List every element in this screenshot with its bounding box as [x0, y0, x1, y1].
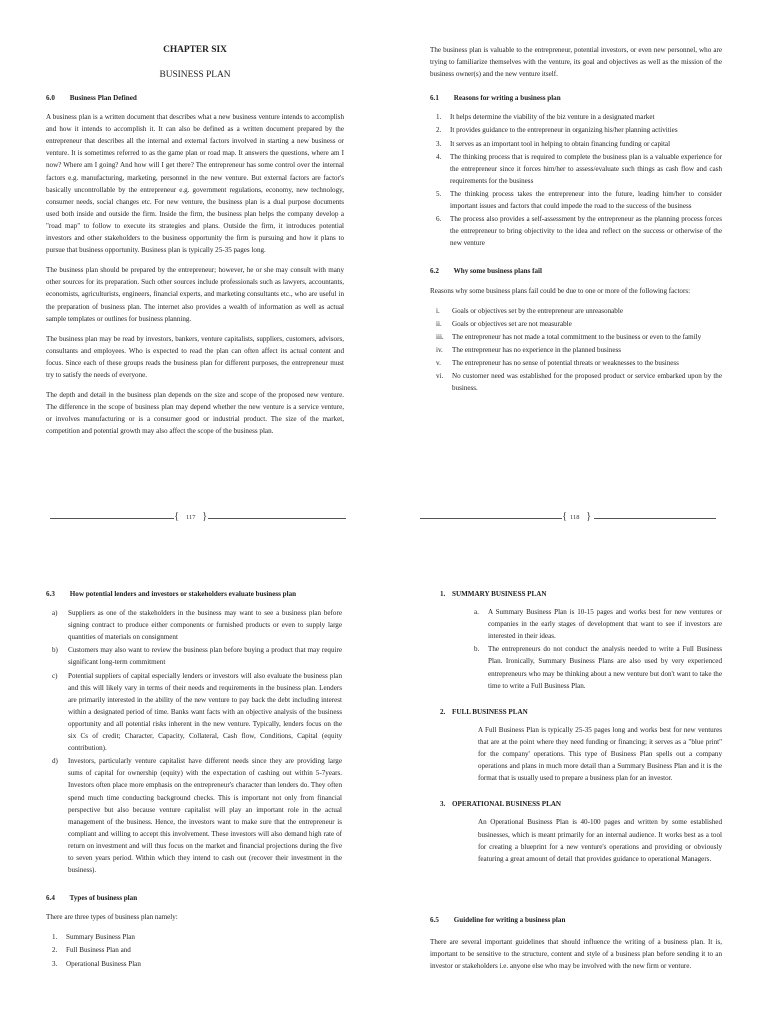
section-title: How potential lenders and investors or stakeholders evaluate business plan	[69, 590, 297, 598]
stakeholder-list	[46, 607, 342, 876]
page-bracket-right: }	[586, 510, 592, 522]
list-item: 3. It serves as an important tool in helping to obtain financing funding or capital	[436, 139, 671, 148]
section-number: 6.1	[430, 94, 439, 103]
list-item: 4. The thinking process that is required to complete the business plan is a valuable experience for the entrepreneur since it forces him/her to assess/evaluate such things as cash flow and cash requirements for the business	[436, 152, 722, 185]
paragraph: There are three types of business plan namely:	[46, 913, 178, 922]
operational-plan-body: An Operational Business Plan is 40-100 pages and written by some established businesses, which is meant primarily for an internal audience. It works best as a tool for creating a blueprint for a new venture's operations and providing or obviously featuring a great amount of detail that provides guidance to operational Managers.	[478, 818, 722, 863]
section-title: Types of business plan	[69, 894, 138, 903]
section-heading-6-4	[46, 892, 342, 904]
page-bracket-right: }	[202, 510, 208, 522]
page-117-column	[46, 44, 344, 445]
page-120-guideline	[430, 914, 722, 980]
list-item: i. Goals or objectives set by the entrepreneur are unreasonable	[436, 306, 623, 315]
list-item: iv. The entrepreneur has no experience in the planned business	[436, 345, 622, 354]
section-title: Reasons for writing a business plan	[453, 94, 561, 103]
list-item: 5. The thinking process takes the entrepreneur into the future, leading him/her to consider important issues and factors that could impede the road to the success of the business	[436, 189, 722, 211]
list-item: a) Suppliers as one of the stakeholders in the business may want to see a business plan before signing contract to produce either components or furnished products or even to supply large quantities of materials on consignment	[52, 609, 342, 642]
types-list	[46, 931, 342, 969]
list-item: d) Investors, particularly venture capitalist have different needs since they are providing large sums of capital for ownership (equity) with the expectation of cashing out within 5-7years. Investors often place more emphasis on the entrepreneur's character than lenders do. They often spend much time conducting background checks. This is important not only from financial perspective but also because venture capitalist will play an important role in the actual management of the business. Hence, the investors want to make sure that the entrepreneur is compliant and willing to accept this involvement. These investors will also demand high rate of return on investment and will thus focus on the market and financial projections during the five to seven years period. Within which they intend to cash out (recover their investment in the business).	[52, 757, 342, 875]
page-118-column	[430, 44, 722, 402]
paragraph: Reasons why some business plans fail could be due to one or more of the following factors:	[430, 286, 691, 295]
footer-rule	[594, 518, 716, 519]
list-item: vi. No customer need was established for the proposed product or service embarked upon by the business.	[436, 372, 722, 393]
list-item: 3. Operational Business Plan	[52, 959, 141, 968]
paragraph: The depth and detail in the business plan depends on the size and scope of the proposed new venture. The difference in the scope of business plan may depend whether the new venture is a service venture, or involves manufacturing or is a consumer good or industrial product. The size of the market, competition and potential growth may also affect the scope of the business plan.	[46, 391, 344, 436]
list-item: 6. The process also provides a self-assessment by the entrepreneur as the planning process forces the entrepreneur to bring objectivity to the idea and reflect on the success or otherwise of the new venture	[436, 215, 722, 248]
footer-rule	[420, 518, 562, 519]
chapter-title: CHAPTER SIX	[163, 45, 227, 55]
section-number: 6.4	[46, 894, 55, 903]
list-item: b) Customers may also want to review the business plan before buying a product that may require significant long-term commitment	[52, 646, 342, 667]
paragraph: There are several important guidelines that should influence the writing of a business plan. It is, important to be sensitive to the structure, content and style of a business plan before sending it to an investor or stakeholders i.e. anyone else who may be involved with the new firm or venture.	[430, 938, 722, 971]
operational-plan-heading: 3. OPERATIONAL BUSINESS PLAN	[440, 800, 562, 809]
reasons-list	[430, 111, 722, 249]
footer-rule	[50, 518, 174, 519]
paragraph: The business plan is valuable to the entrepreneur, potential investors, or even new personnel, who are trying to familiarize themselves with the venture, its goal and objectives as well as the mission of the business owner(s) and the new venture itself.	[430, 46, 722, 79]
section-title: Business Plan Defined	[69, 94, 137, 102]
list-item: a. A Summary Business Plan is 10-15 pages and works best for new ventures or companies in the early stages of development that want to see if investors are interested in their ideas.	[474, 608, 722, 641]
section-number: 6.2	[430, 267, 439, 276]
page-bracket-left: {	[562, 510, 568, 522]
page-number: 118	[570, 514, 580, 521]
summary-plan-list	[440, 606, 722, 692]
list-item: b. The entrepreneurs do not conduct the analysis needed to write a Full Business Plan. Ironically, Summary Business Plans are also used by very experienced entrepreneurs who may be thinking about a new venture but don't want to take the time to write a Full Business Plan.	[474, 645, 722, 690]
chapter-subtitle: BUSINESS PLAN	[159, 70, 231, 80]
full-plan-heading: 2. FULL BUSINESS PLAN	[440, 707, 528, 716]
paragraph: The business plan may be read by investors, bankers, venture capitalists, suppliers, customers, advisors, consultants and employees. Who is expected to read the plan can often affect its actual content and focus. Since each of these groups reads the business plan for different purposes, the entrepreneur must try to satisfy the needs of everyone.	[46, 334, 344, 379]
list-item: 1. Summary Business Plan	[52, 933, 135, 942]
page-bracket-left: {	[174, 510, 180, 522]
section-number: 6.5	[430, 916, 439, 924]
section-heading-6-1	[430, 92, 722, 104]
section-heading-6-2	[430, 265, 722, 277]
summary-plan-heading: 1. SUMMARY BUSINESS PLAN	[440, 590, 547, 598]
list-item: ii. Goals or objectives set are not measurable	[436, 319, 572, 328]
paragraph: The business plan should be prepared by the entrepreneur; however, he or she may consult with many other sources for its preparation. Such other sources include professionals such as lawyers, accountants, economists, agriculturists, engineers, financial experts, and marketing consultants etc., who are useful in the preparation of business plan. The internet also provides a wealth of information as well as actual sample templates or outlines for business planning.	[46, 266, 344, 323]
list-item: 2. Full Business Plan and	[52, 946, 131, 955]
list-item: 2. It provides guidance to the entrepreneur in organizing his/her planning activities	[436, 126, 678, 135]
list-item: c) Potential suppliers of capital especially lenders or investors will also evaluate the business plan and this will likely vary in terms of their needs and requirements in the business plan. Lenders are primarily interested in the ability of the new venture to pay back the debt including interest within a designated period of time. Banks want facts with an objective analysis of the business opportunity and all potential risks inherent in the new venture. Typically, lenders focus on the six Cs of credit; Character, Capacity, Collateral, Cash flow, Conditions, Capital (equity contribution).	[52, 671, 342, 753]
section-number: 6.3	[46, 590, 55, 598]
section-title: Guideline for writing a business plan	[453, 916, 566, 924]
page-120-column	[440, 588, 722, 875]
fail-reasons-list	[430, 305, 722, 395]
section-heading-6-3	[46, 588, 342, 600]
footer-rule	[208, 518, 346, 519]
list-item: 1. It helps determine the viability of the biz venture in a designated market	[436, 113, 655, 122]
section-heading-6-0	[46, 92, 344, 104]
list-item: v. The entrepreneur has no sense of potential threats or weaknesses to the business	[436, 358, 679, 367]
section-title: Why some business plans fail	[453, 267, 542, 276]
page-number: 117	[186, 514, 196, 521]
full-plan-body: A Full Business Plan is typically 25-35 pages long and works best for new ventures that are at the point where they need funding or financing; it serves as a "blue print" for the company' operations. This type of Business Plan spells out a company operations and plans in much more detail than a Summary Business Plan and it is the format that is usually used to prepare a business plan for an investor.	[478, 725, 722, 783]
page-119-column	[46, 588, 342, 978]
list-item: iii. The entrepreneur has not made a total commitment to the business or even to the family	[436, 332, 702, 341]
paragraph: A business plan is a written document that describes what a new business venture intends to accomplish and how it intends to accomplish it. It can also be defined as a written document prepared by the entrepreneur that describes all the internal and external factors involved in starting a new business or venture. It is sometimes referred to as the game plan or road map. It answers the questions, where am I now? Where am I going? And how will I get there? The entrepreneur has some control over the internal factors e.g. manufacturing, marketing, personnel in the new venture. But external factors are factor's basically uncontrollable by the entrepreneur e.g. government regulations, economy, new technology, consumer needs, social changes etc. For new venture, the business plan is a dual purpose documents used both inside and outside the firm. Inside the firm, the business plan helps the company develop a "road map" to follow to execute its strategies and plans. Outside the firm, it introduces potential investors and other stakeholders to the business opportunity the firm is pursuing and how it plans to pursue that business opportunity. Business plan is typically 25-35 pages long.	[46, 113, 344, 255]
section-heading-6-5	[430, 914, 722, 926]
section-number: 6.0	[46, 94, 55, 102]
